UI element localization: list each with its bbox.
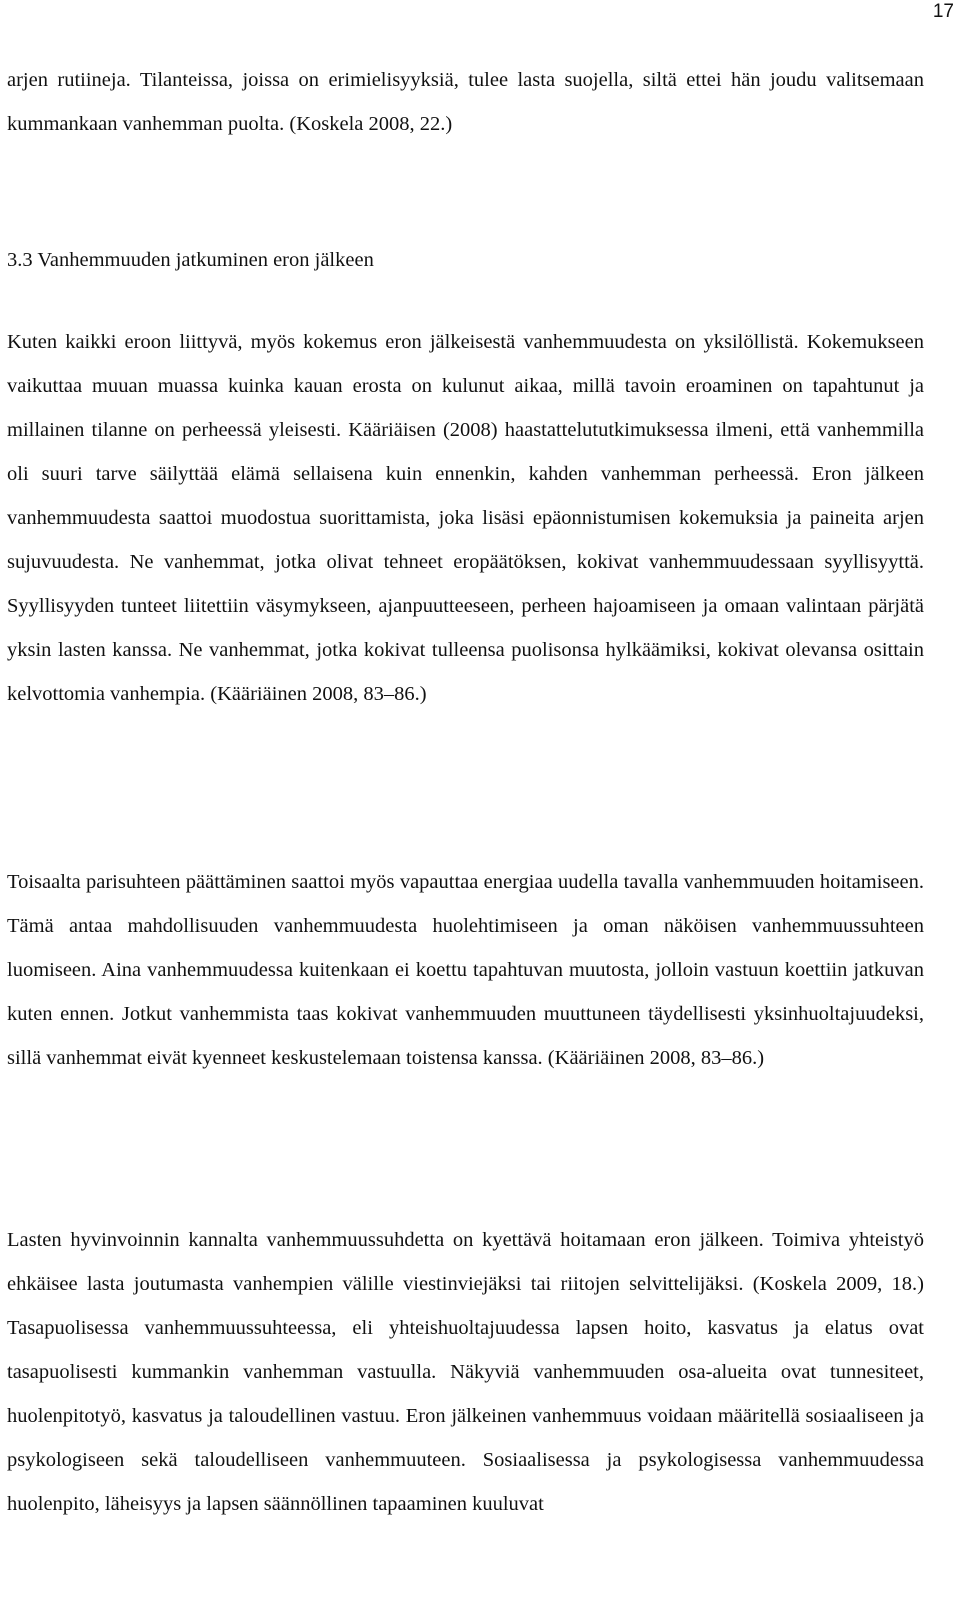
paragraph-2: Toisaalta parisuhteen päättäminen saattoi myös vapauttaa energiaa uudella tavalla vanhemmuuden hoitamiseen. Tämä antaa mahdollisuuden vanhemmuudesta huolehtimiseen ja oman näköisen vanhemmuussuhteen luomiseen. Aina vanhemmuudessa kuitenkaan ei koettu tapahtuvan muutosta, jolloin vastuun koettiin jatkuvan kuten ennen. Jotkut vanhemmista taas kokivat vanhemmuuden muuttuneen täydellisesti yksinhuoltajuudeksi, sillä vanhemmat eivät kyenneet keskustelemaan toistensa kanssa. (Kääriäinen 2008, 83–86.): [7, 871, 924, 1069]
page-number: 17: [932, 1, 954, 22]
paragraph-continuation: arjen rutiineja. Tilanteissa, joissa on erimielisyyksiä, tulee lasta suojella, siltä ettei hän joudu valitsemaan kummankaan vanhemman puolta. (Koskela 2008, 22.): [7, 69, 924, 135]
paragraph-3: Lasten hyvinvoinnin kannalta vanhemmuussuhdetta on kyettävä hoitamaan eron jälkeen. Toimiva yhteistyö ehkäisee lasta joutumasta vanhempien välille viestinviejäksi tai riitojen selvittelijäksi. (Koskela 2009, 18.) Tasapuolisessa vanhemmuussuhteessa, eli yhteishuoltajuudessa lapsen hoito, kasvatus ja elatus ovat tasapuolisesti kummankin vanhemman vastuulla. Näkyviä vanhemmuuden osa-alueita ovat tunnesiteet, huolenpitotyö, kasvatus ja taloudellinen vastuu. Eron jälkeinen vanhemmuus voidaan määritellä sosiaaliseen ja psykologiseen sekä taloudelliseen vanhemmuuteen. Sosiaalisessa ja psykologisessa vanhemmuudessa huolenpito, läheisyys ja lapsen säännöllinen tapaaminen kuuluvat: [7, 1229, 924, 1515]
paragraph-1: Kuten kaikki eroon liittyvä, myös kokemus eron jälkeisestä vanhemmuudesta on yksilöllistä. Kokemukseen vaikuttaa muuan muassa kuinka kauan erosta on kulunut aikaa, millä tavoin eroaminen on tapahtunut ja millainen tilanne on perheessä yleisesti. Kääriäisen (2008) haastattelututkimuksessa ilmeni, että vanhemmilla oli suuri tarve säilyttää elämä sellaisena kuin ennenkin, kahden vanhemman perheessä. Eron jälkeen vanhemmuudesta saattoi muodostua suorittamista, joka lisäsi epäonnistumisen kokemuksia ja paineita arjen sujuvuudesta. Ne vanhemmat, jotka olivat tehneet eropäätöksen, kokivat vanhemmuudessaan syyllisyyttä. Syyllisyyden tunteet liitettiin väsymykseen, ajanpuutteeseen, perheen hajoamiseen ja omaan valintaan pärjätä yksin lasten kanssa. Ne vanhemmat, jotka kokivat tulleensa puolisonsa hylkäämiksi, kokivat olevansa osittain kelvottomia vanhempia. (Kääriäinen 2008, 83–86.): [7, 331, 924, 705]
section-heading: 3.3 Vanhemmuuden jatkuminen eron jälkeen: [7, 249, 374, 271]
